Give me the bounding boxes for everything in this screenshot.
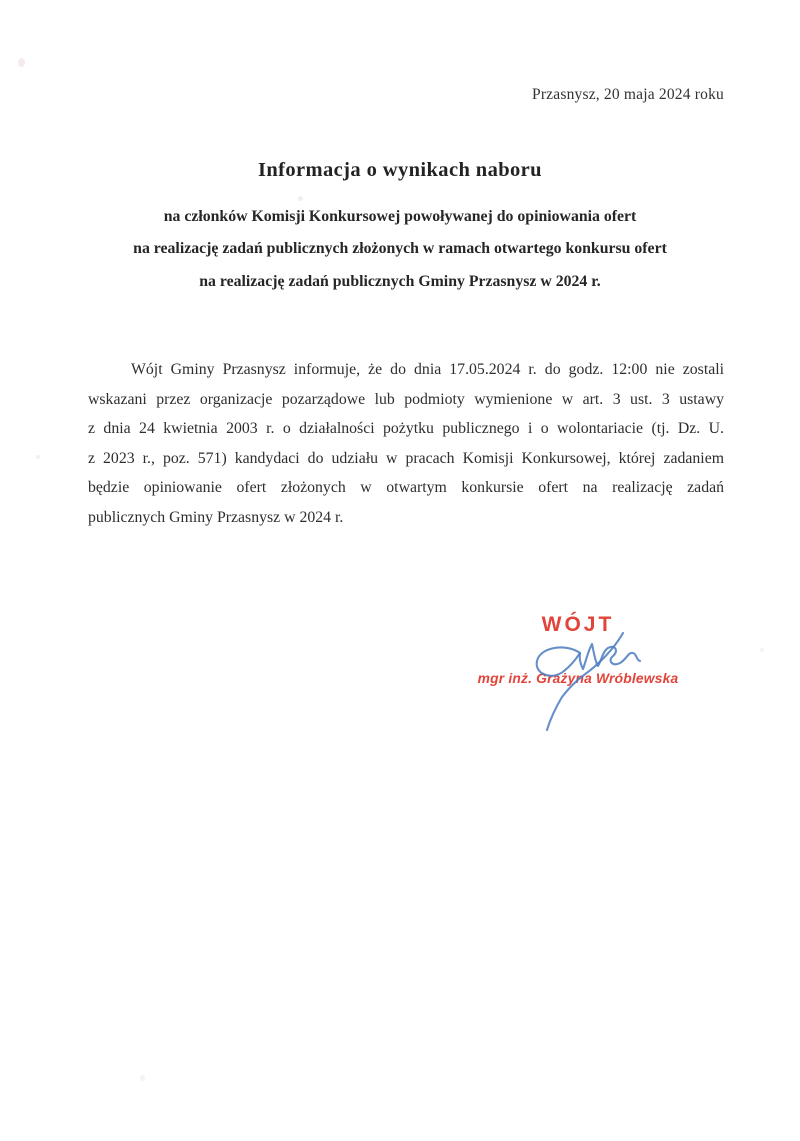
- subtitle-line: na członków Komisji Konkursowej powoływanej do opiniowania ofert: [163, 208, 637, 225]
- scan-speckle: [140, 1075, 145, 1081]
- scan-speckle: [36, 455, 40, 459]
- body-line: będzie opiniowanie ofert złożonych w otwartym konkursie ofert na realizację zadań: [88, 479, 724, 497]
- document-subtitle: [60, 201, 740, 298]
- scan-speckle: [18, 58, 25, 67]
- subtitle-line: na realizację zadań publicznych złożonych w ramach otwartego konkursu ofert: [133, 240, 667, 258]
- body-paragraph: [88, 355, 724, 533]
- signer-name-stamp: mgr inż. Grażyna Wróblewska: [477, 671, 679, 686]
- subtitle-line: na realizację zadań publicznych Gminy Przasnysz w 2024 r.: [199, 272, 601, 290]
- body-line: wskazani przez organizacje pozarządowe lub podmioty wymienione w art. 3 ust. 3 ustawy: [88, 390, 724, 408]
- wojt-stamp-title: WÓJT: [541, 613, 615, 636]
- date-place-line: Przasnysz, 20 maja 2024 roku: [532, 86, 724, 103]
- scan-speckle: [760, 648, 764, 652]
- body-line: Wójt Gminy Przasnysz informuje, że do dnia 17.05.2024 r. do godz. 12:00 nie zostali: [131, 361, 724, 378]
- body-line: z 2023 r., poz. 571) kandydaci do udziału w pracach Komisji Konkursowej, której zadaniem: [88, 449, 724, 467]
- body-line: z dnia 24 kwietnia 2003 r. o działalności pożytku publicznego i o wolontariacie (tj. Dz. U.: [88, 420, 724, 438]
- body-line: publicznych Gminy Przasnysz w 2024 r.: [88, 508, 344, 526]
- document-title: Informacja o wynikach naboru: [258, 159, 542, 181]
